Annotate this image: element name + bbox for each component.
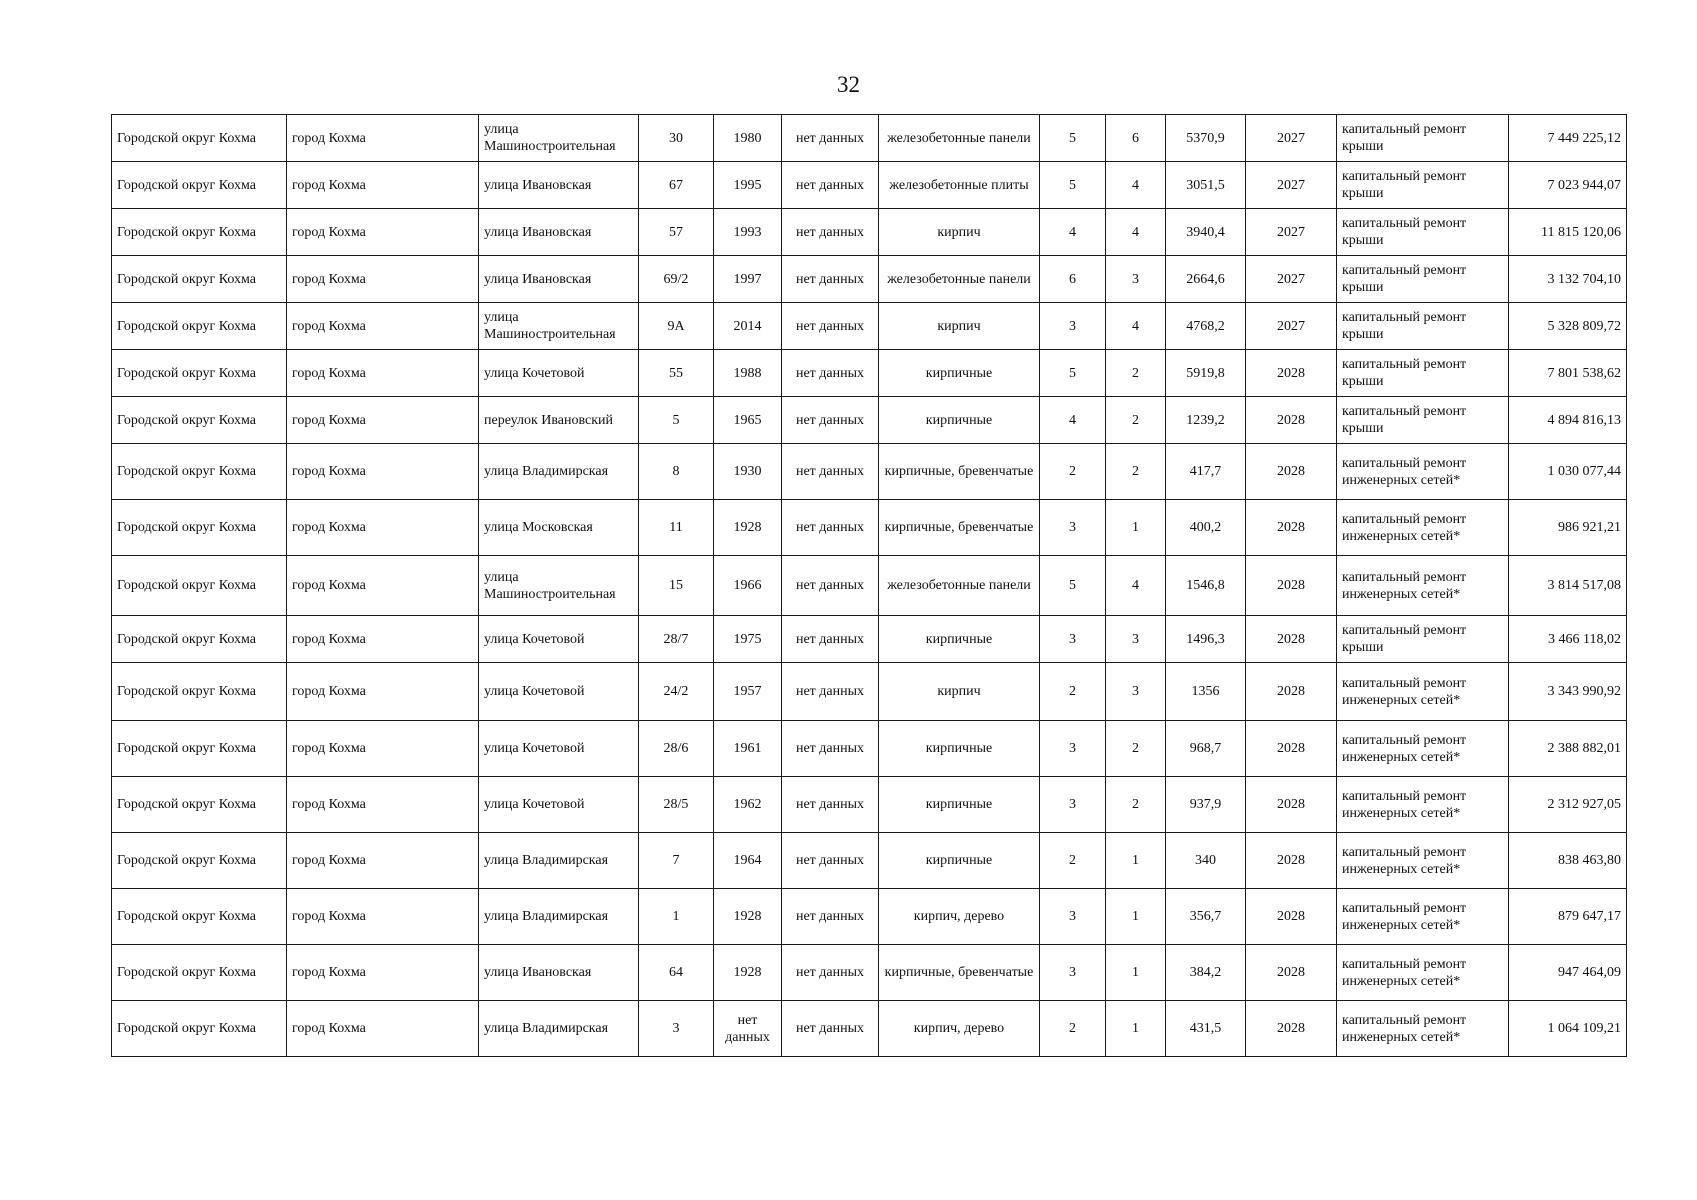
area-cell: 1356 [1166,663,1246,721]
info-cell: нет данных [782,616,879,663]
info-cell: нет данных [782,833,879,889]
build-year-cell: 1988 [714,350,782,397]
housing-repair-table [111,114,1627,1057]
wall-material-cell: кирпичные [879,833,1040,889]
wall-material-cell: кирпичные [879,777,1040,833]
cost-cell: 4 894 816,13 [1509,397,1627,444]
plan-year-cell: 2028 [1246,556,1337,616]
district-cell: Городской округ Кохма [112,397,287,444]
info-cell: нет данных [782,115,879,162]
entrances-cell: 1 [1106,945,1166,1001]
plan-year-cell: 2028 [1246,500,1337,556]
info-cell: нет данных [782,721,879,777]
district-cell: Городской округ Кохма [112,889,287,945]
build-year-cell: 1928 [714,889,782,945]
settlement-cell: город Кохма [287,1001,479,1057]
entrances-cell: 1 [1106,500,1166,556]
settlement-cell: город Кохма [287,889,479,945]
street-cell: улица Машиностроительная [479,556,639,616]
build-year-cell: 1980 [714,115,782,162]
floors-cell: 2 [1040,663,1106,721]
plan-year-cell: 2028 [1246,350,1337,397]
build-year-cell: 1930 [714,444,782,500]
plan-year-cell: 2028 [1246,889,1337,945]
info-cell: нет данных [782,556,879,616]
info-cell: нет данных [782,444,879,500]
settlement-cell: город Кохма [287,397,479,444]
info-cell: нет данных [782,500,879,556]
wall-material-cell: кирпичные, бревенчатые [879,500,1040,556]
plan-year-cell: 2028 [1246,663,1337,721]
entrances-cell: 3 [1106,663,1166,721]
floors-cell: 2 [1040,833,1106,889]
plan-year-cell: 2027 [1246,115,1337,162]
district-cell: Городской округ Кохма [112,350,287,397]
entrances-cell: 4 [1106,162,1166,209]
house-number-cell: 7 [639,833,714,889]
house-number-cell: 28/7 [639,616,714,663]
area-cell: 1239,2 [1166,397,1246,444]
entrances-cell: 2 [1106,397,1166,444]
table-row [112,663,1627,721]
plan-year-cell: 2028 [1246,397,1337,444]
cost-cell: 7 449 225,12 [1509,115,1627,162]
info-cell: нет данных [782,663,879,721]
table-row [112,115,1627,162]
settlement-cell: город Кохма [287,256,479,303]
table-row [112,556,1627,616]
build-year-cell: 1961 [714,721,782,777]
build-year-cell: 1993 [714,209,782,256]
info-cell: нет данных [782,256,879,303]
build-year-cell: 1928 [714,945,782,1001]
info-cell: нет данных [782,162,879,209]
wall-material-cell: кирпич, дерево [879,1001,1040,1057]
settlement-cell: город Кохма [287,350,479,397]
street-cell: переулок Ивановский [479,397,639,444]
area-cell: 3940,4 [1166,209,1246,256]
work-type-cell: капитальный ремонт крыши [1337,162,1509,209]
plan-year-cell: 2028 [1246,721,1337,777]
plan-year-cell: 2028 [1246,444,1337,500]
floors-cell: 5 [1040,556,1106,616]
plan-year-cell: 2028 [1246,616,1337,663]
floors-cell: 5 [1040,162,1106,209]
work-type-cell: капитальный ремонт инженерных сетей* [1337,721,1509,777]
table-row [112,162,1627,209]
wall-material-cell: кирпичные, бревенчатые [879,444,1040,500]
table-row [112,350,1627,397]
street-cell: улица Кочетовой [479,616,639,663]
info-cell: нет данных [782,303,879,350]
area-cell: 3051,5 [1166,162,1246,209]
settlement-cell: город Кохма [287,556,479,616]
plan-year-cell: 2027 [1246,256,1337,303]
street-cell: улица Машиностроительная [479,115,639,162]
build-year-cell: 1997 [714,256,782,303]
plan-year-cell: 2028 [1246,777,1337,833]
settlement-cell: город Кохма [287,833,479,889]
wall-material-cell: кирпичные [879,616,1040,663]
floors-cell: 3 [1040,945,1106,1001]
district-cell: Городской округ Кохма [112,945,287,1001]
info-cell: нет данных [782,1001,879,1057]
district-cell: Городской округ Кохма [112,777,287,833]
info-cell: нет данных [782,350,879,397]
district-cell: Городской округ Кохма [112,162,287,209]
area-cell: 417,7 [1166,444,1246,500]
wall-material-cell: железобетонные плиты [879,162,1040,209]
plan-year-cell: 2028 [1246,1001,1337,1057]
house-number-cell: 24/2 [639,663,714,721]
floors-cell: 4 [1040,209,1106,256]
work-type-cell: капитальный ремонт инженерных сетей* [1337,777,1509,833]
area-cell: 968,7 [1166,721,1246,777]
build-year-cell: 1975 [714,616,782,663]
district-cell: Городской округ Кохма [112,256,287,303]
settlement-cell: город Кохма [287,162,479,209]
table-row [112,721,1627,777]
district-cell: Городской округ Кохма [112,833,287,889]
street-cell: улица Кочетовой [479,663,639,721]
floors-cell: 3 [1040,721,1106,777]
work-type-cell: капитальный ремонт инженерных сетей* [1337,444,1509,500]
settlement-cell: город Кохма [287,945,479,1001]
plan-year-cell: 2027 [1246,303,1337,350]
wall-material-cell: кирпич, дерево [879,889,1040,945]
house-number-cell: 1 [639,889,714,945]
info-cell: нет данных [782,889,879,945]
work-type-cell: капитальный ремонт инженерных сетей* [1337,556,1509,616]
page-number: 32 [837,72,860,97]
table-row [112,209,1627,256]
cost-cell: 3 132 704,10 [1509,256,1627,303]
entrances-cell: 4 [1106,303,1166,350]
area-cell: 5370,9 [1166,115,1246,162]
floors-cell: 2 [1040,1001,1106,1057]
info-cell: нет данных [782,209,879,256]
district-cell: Городской округ Кохма [112,500,287,556]
table-row [112,500,1627,556]
work-type-cell: капитальный ремонт крыши [1337,350,1509,397]
entrances-cell: 2 [1106,444,1166,500]
build-year-cell: 1966 [714,556,782,616]
cost-cell: 7 801 538,62 [1509,350,1627,397]
wall-material-cell: железобетонные панели [879,256,1040,303]
work-type-cell: капитальный ремонт крыши [1337,397,1509,444]
wall-material-cell: кирпич [879,663,1040,721]
settlement-cell: город Кохма [287,721,479,777]
street-cell: улица Московская [479,500,639,556]
floors-cell: 3 [1040,889,1106,945]
district-cell: Городской округ Кохма [112,1001,287,1057]
work-type-cell: капитальный ремонт инженерных сетей* [1337,889,1509,945]
table-row [112,303,1627,350]
street-cell: улица Ивановская [479,162,639,209]
table-row [112,444,1627,500]
house-number-cell: 57 [639,209,714,256]
settlement-cell: город Кохма [287,500,479,556]
floors-cell: 3 [1040,500,1106,556]
plan-year-cell: 2028 [1246,945,1337,1001]
area-cell: 1546,8 [1166,556,1246,616]
district-cell: Городской округ Кохма [112,556,287,616]
cost-cell: 838 463,80 [1509,833,1627,889]
wall-material-cell: кирпич [879,209,1040,256]
district-cell: Городской округ Кохма [112,115,287,162]
house-number-cell: 5 [639,397,714,444]
table-row [112,945,1627,1001]
district-cell: Городской округ Кохма [112,209,287,256]
entrances-cell: 4 [1106,209,1166,256]
plan-year-cell: 2027 [1246,209,1337,256]
entrances-cell: 6 [1106,115,1166,162]
street-cell: улица Владимирская [479,1001,639,1057]
house-number-cell: 67 [639,162,714,209]
build-year-cell: 1928 [714,500,782,556]
wall-material-cell: кирпичные [879,721,1040,777]
district-cell: Городской округ Кохма [112,444,287,500]
cost-cell: 1 064 109,21 [1509,1001,1627,1057]
street-cell: улица Владимирская [479,833,639,889]
work-type-cell: капитальный ремонт инженерных сетей* [1337,945,1509,1001]
cost-cell: 3 814 517,08 [1509,556,1627,616]
area-cell: 400,2 [1166,500,1246,556]
house-number-cell: 28/5 [639,777,714,833]
settlement-cell: город Кохма [287,209,479,256]
house-number-cell: 15 [639,556,714,616]
work-type-cell: капитальный ремонт крыши [1337,616,1509,663]
build-year-cell: 1995 [714,162,782,209]
street-cell: улица Владимирская [479,889,639,945]
district-cell: Городской округ Кохма [112,663,287,721]
cost-cell: 947 464,09 [1509,945,1627,1001]
floors-cell: 3 [1040,777,1106,833]
table-row [112,1001,1627,1057]
entrances-cell: 2 [1106,721,1166,777]
entrances-cell: 1 [1106,833,1166,889]
entrances-cell: 1 [1106,889,1166,945]
plan-year-cell: 2027 [1246,162,1337,209]
cost-cell: 7 023 944,07 [1509,162,1627,209]
table-row [112,397,1627,444]
cost-cell: 986 921,21 [1509,500,1627,556]
build-year-cell: 1962 [714,777,782,833]
street-cell: улица Кочетовой [479,777,639,833]
entrances-cell: 2 [1106,777,1166,833]
wall-material-cell: железобетонные панели [879,115,1040,162]
district-cell: Городской округ Кохма [112,303,287,350]
build-year-cell: 1965 [714,397,782,444]
floors-cell: 3 [1040,303,1106,350]
build-year-cell: 1957 [714,663,782,721]
wall-material-cell: кирпичные [879,350,1040,397]
floors-cell: 5 [1040,115,1106,162]
floors-cell: 2 [1040,444,1106,500]
table-row [112,777,1627,833]
wall-material-cell: кирпичные, бревенчатые [879,945,1040,1001]
cost-cell: 879 647,17 [1509,889,1627,945]
cost-cell: 11 815 120,06 [1509,209,1627,256]
house-number-cell: 9А [639,303,714,350]
area-cell: 2664,6 [1166,256,1246,303]
build-year-cell: 2014 [714,303,782,350]
area-cell: 356,7 [1166,889,1246,945]
table-row [112,833,1627,889]
street-cell: улица Кочетовой [479,350,639,397]
table-row [112,616,1627,663]
house-number-cell: 55 [639,350,714,397]
settlement-cell: город Кохма [287,663,479,721]
settlement-cell: город Кохма [287,444,479,500]
work-type-cell: капитальный ремонт крыши [1337,209,1509,256]
cost-cell: 3 343 990,92 [1509,663,1627,721]
info-cell: нет данных [782,777,879,833]
entrances-cell: 3 [1106,616,1166,663]
floors-cell: 6 [1040,256,1106,303]
area-cell: 384,2 [1166,945,1246,1001]
settlement-cell: город Кохма [287,777,479,833]
entrances-cell: 4 [1106,556,1166,616]
area-cell: 340 [1166,833,1246,889]
cost-cell: 1 030 077,44 [1509,444,1627,500]
cost-cell: 3 466 118,02 [1509,616,1627,663]
street-cell: улица Ивановская [479,945,639,1001]
house-number-cell: 8 [639,444,714,500]
cost-cell: 5 328 809,72 [1509,303,1627,350]
work-type-cell: капитальный ремонт крыши [1337,256,1509,303]
build-year-cell: 1964 [714,833,782,889]
work-type-cell: капитальный ремонт инженерных сетей* [1337,1001,1509,1057]
house-number-cell: 30 [639,115,714,162]
entrances-cell: 3 [1106,256,1166,303]
info-cell: нет данных [782,397,879,444]
house-number-cell: 11 [639,500,714,556]
entrances-cell: 2 [1106,350,1166,397]
area-cell: 5919,8 [1166,350,1246,397]
street-cell: улица Владимирская [479,444,639,500]
house-number-cell: 28/6 [639,721,714,777]
district-cell: Городской округ Кохма [112,616,287,663]
table-body [112,115,1627,1057]
wall-material-cell: кирпич [879,303,1040,350]
work-type-cell: капитальный ремонт крыши [1337,115,1509,162]
settlement-cell: город Кохма [287,115,479,162]
work-type-cell: капитальный ремонт инженерных сетей* [1337,833,1509,889]
work-type-cell: капитальный ремонт инженерных сетей* [1337,663,1509,721]
info-cell: нет данных [782,945,879,1001]
table-row [112,256,1627,303]
cost-cell: 2 388 882,01 [1509,721,1627,777]
floors-cell: 4 [1040,397,1106,444]
street-cell: улица Кочетовой [479,721,639,777]
settlement-cell: город Кохма [287,303,479,350]
street-cell: улица Ивановская [479,209,639,256]
entrances-cell: 1 [1106,1001,1166,1057]
work-type-cell: капитальный ремонт инженерных сетей* [1337,500,1509,556]
area-cell: 431,5 [1166,1001,1246,1057]
floors-cell: 5 [1040,350,1106,397]
street-cell: улица Ивановская [479,256,639,303]
district-cell: Городской округ Кохма [112,721,287,777]
house-number-cell: 64 [639,945,714,1001]
floors-cell: 3 [1040,616,1106,663]
house-number-cell: 69/2 [639,256,714,303]
house-number-cell: 3 [639,1001,714,1057]
wall-material-cell: железобетонные панели [879,556,1040,616]
street-cell: улица Машиностроительная [479,303,639,350]
cost-cell: 2 312 927,05 [1509,777,1627,833]
plan-year-cell: 2028 [1246,833,1337,889]
area-cell: 937,9 [1166,777,1246,833]
wall-material-cell: кирпичные [879,397,1040,444]
build-year-cell: нет данных [714,1001,782,1057]
work-type-cell: капитальный ремонт крыши [1337,303,1509,350]
table-row [112,889,1627,945]
settlement-cell: город Кохма [287,616,479,663]
area-cell: 4768,2 [1166,303,1246,350]
area-cell: 1496,3 [1166,616,1246,663]
